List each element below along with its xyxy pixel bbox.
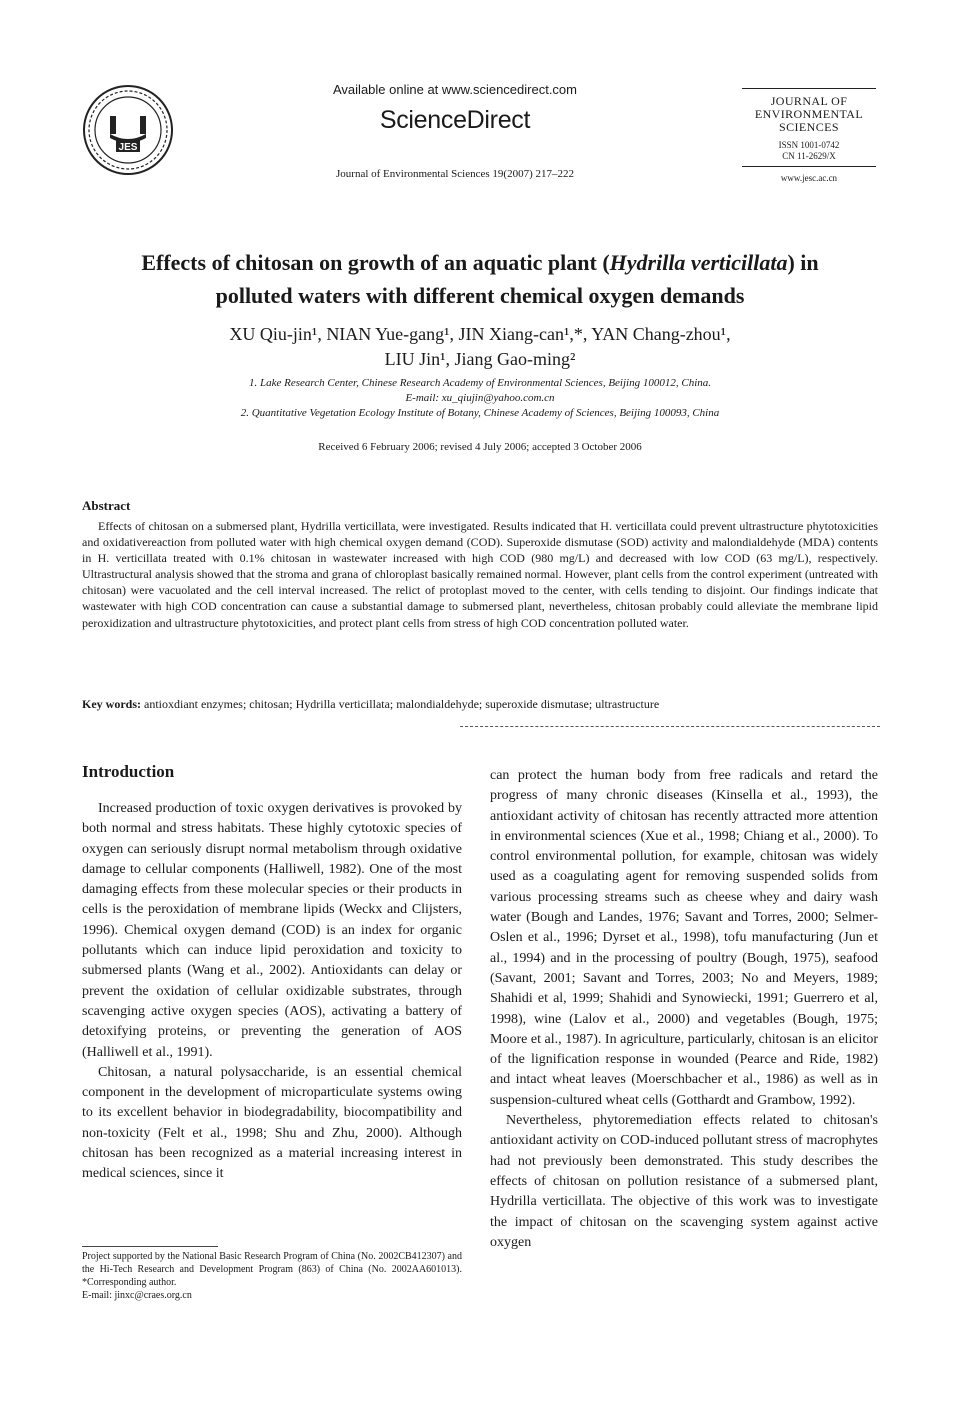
left-column	[82, 799, 462, 1185]
journal-website: www.jesc.ac.cn	[780, 173, 838, 183]
author-list: XU Qiu-jin¹, NIAN Yue-gang¹, JIN Xiang-can¹,*, YAN Chang-zhou¹, LIU Jin¹, Jiang Gao-ming²	[229, 324, 731, 369]
affiliations: 1. Lake Research Center, Chinese Research Academy of Environmental Sciences, Beijing 100012, China. E-mail: xu_qiujin@yahoo.com.cn 2. Quantitative Vegetation Ecology Institute of Botany, Chinese Academy of Sciences, Beijing 100093, China	[240, 377, 720, 419]
intro-paragraph-2: Chitosan, a natural polysaccharide, is an essential chemical component in the development of microparticulate systems owing to its excellent behavior in biodegradability, biocompatibility and non-toxicity (Felt et al., 1998; Shu and Zhu, 2000). Although chitosan has been recognized as a material increasing interest in medical sciences, since it	[82, 1064, 462, 1182]
keywords: Key words: antioxdiant enzymes; chitosan; Hydrilla verticillata; malondialdehyde; superoxide dismutase; ultrastructure	[82, 697, 660, 711]
journal-issn: ISSN 1001-0742 CN 11-2629/X	[778, 140, 840, 161]
footnote: Project supported by the National Basic Research Program of China (No. 2002CB412307) and the Hi-Tech Research and Development Program (863) of China (No. 2002AA601013). *Corresponding author. E-mail: jinxc@craes.org.cn	[82, 1251, 462, 1301]
abstract-text: Effects of chitosan on a submersed plant, Hydrilla verticillata, were investigated. Results indicated that H. verticillata could prevent ultrastructure phytotoxicities and oxidativereaction from polluted water with high chemical oxygen demand (COD). Superoxide dismutase (SOD) activity and malondialdehyde (MDA) contents in H. verticillata treated with 0.1% chitosan in wastewater increased with high COD (980 mg/L) and decreased with low COD (63 mg/L), respectively. Ultrastructural analysis showed that the stroma and grana of chloroplast basically remained normal. However, plant cells from the control experiment (untreated with chitosan) were vacuolated and the cell interval increased. The relict of protoplast moved to the center, with cells tending to disjoint. Our findings indicate that wastewater with high COD concentration can cause a substantial damage to submersed plant, nevertheless, chitosan probably could alleviate the membrane lipid peroxidization and ultrastructure phytotoxicities, and protect plant cells from stress of high COD concentration polluted water.	[82, 519, 878, 630]
paper-title: Effects of chitosan on growth of an aquatic plant (Hydrilla verticillata) in polluted waters with different chemical oxygen demands	[141, 250, 819, 308]
logo-text: JES	[118, 142, 138, 153]
available-online-text: Available online at www.sciencedirect.com	[333, 82, 577, 97]
abstract-heading: Abstract	[82, 498, 131, 513]
journal-info-box	[742, 88, 876, 184]
received-dates: Received 6 February 2006; revised 4 July 2006; accepted 3 October 2006	[318, 441, 642, 453]
right-column	[490, 766, 878, 1253]
journal-citation: Journal of Environmental Sciences 19(2007) 217–222	[336, 168, 574, 180]
intro-paragraph-1: Increased production of toxic oxygen derivatives is provoked by both normal and stress habitats. These highly cytotoxic species of oxygen can seriously disrupt normal metabolism through oxidative damage to cellular components (Halliwell, 1982). One of the most damaging effects from these molecular species or their products in cells is the peroxidation of membrane lipids (Weckx and Clijsters, 1996). Chemical oxygen demand (COD) is an index for organic pollutants which can induce lipid peroxidation and toxicity to submersed plants (Wang et al., 2002). Antioxidants can delay or prevent the oxidation of cellular oxidizable substrates, through scavenging active oxygen species (AOS), activating a battery of detoxifying proteins, or preventing the generation of AOS (Halliwell et al., 1991).	[82, 801, 462, 1060]
intro-paragraph-3: Nevertheless, phytoremediation effects related to chitosan's antioxidant activity on COD-induced pollutant stress of macrophytes had not previously been demonstrated. This study describes the effects of chitosan on pollution resistance of a submersed plant, Hydrilla verticillata. The objective of this work was to investigate the impact of chitosan on the scavenging system against active oxygen	[490, 1113, 878, 1250]
journal-logo-seal	[80, 82, 176, 178]
sciencedirect-logo: ScienceDirect	[379, 106, 531, 134]
footnote-rule	[82, 1246, 218, 1247]
journal-name: JOURNAL OF ENVIRONMENTAL SCIENCES	[754, 94, 864, 134]
introduction-heading: Introduction	[82, 762, 175, 781]
section-divider	[460, 726, 880, 727]
intro-paragraph-2-cont: can protect the human body from free radicals and retard the progress of many chronic diseases (Kinsella et al., 1993), the antioxidant activity of chitosan has recently attracted more attention in environmental sciences (Xue et al., 1998; Chiang et al., 2000). To control environmental pollution, for example, chitosan was widely used as a coagulating agent for removing suspended solids from various processing streams such as cheese whey and dairy wash water (Bough and Landes, 1976; Savant and Torres, 2000; Selmer-Oslen et al., 1996; Dyrset et al., 1998), tofu manufacturing (Jun et al., 1994) and in the processing of poultry (Bough, 1975), seafood (Savant, 2001; Savant and Torres, 2003; No and Meyers, 1989; Shahidi et al, 1999; Shahidi and Synowiecki, 1991; Guerrero et al, 1998), wine (Lalov et al., 2000) and vegetables (Bough, 1975; Moore et al., 1987). In agriculture, particularly, chitosan is an elicitor of the lignification response in wounded (Pearce and Ride, 1982) and intact wheat leaves (Moerschbacher et al., 1986) as well as in suspension-cultured wheat cells (Gotthardt and Grambow, 1992).	[490, 768, 878, 1108]
